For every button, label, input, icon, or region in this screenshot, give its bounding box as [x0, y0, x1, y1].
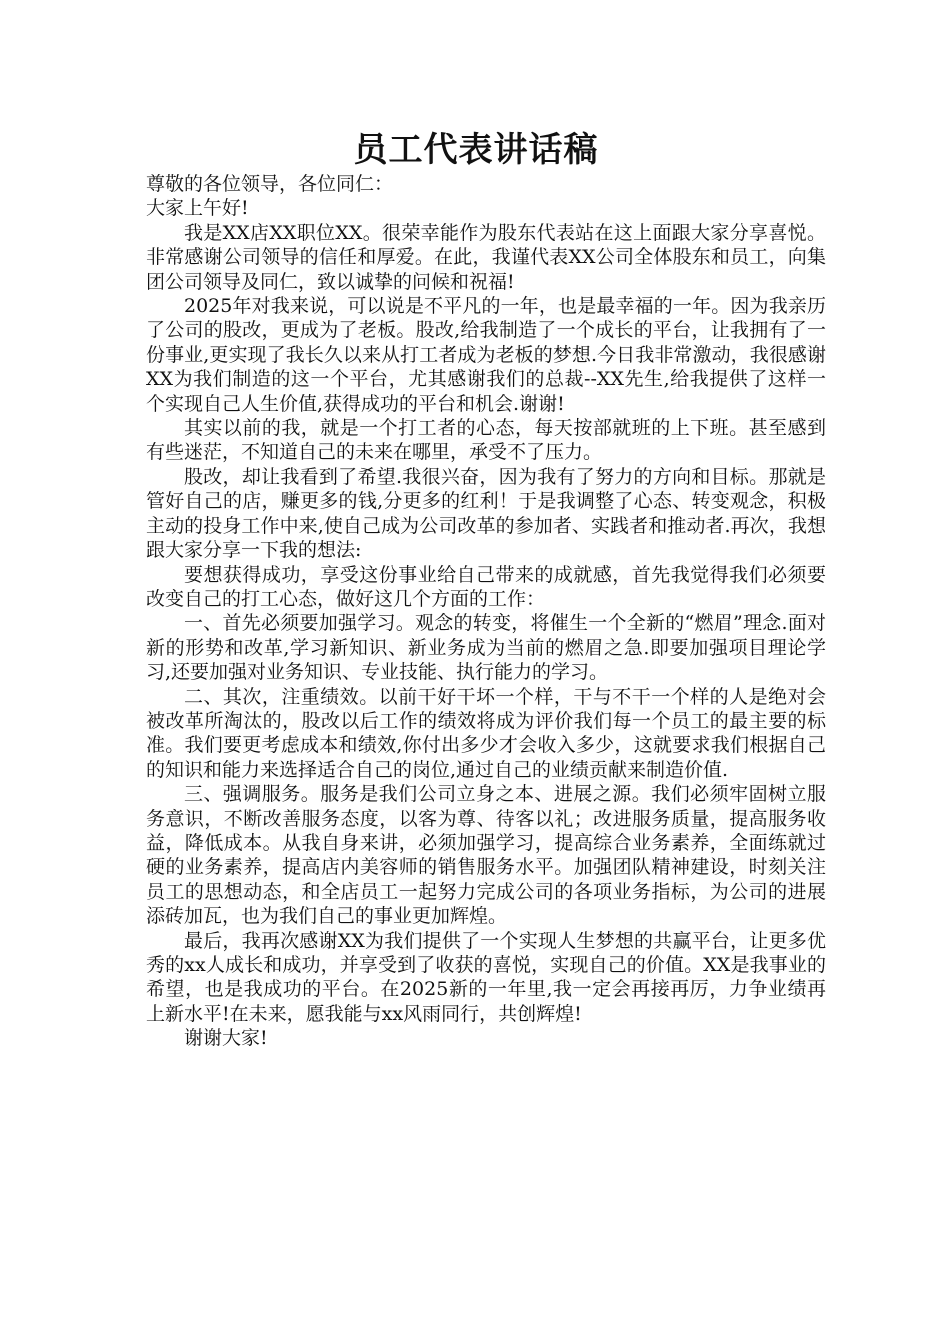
greeting: 大家上午好! [146, 197, 249, 220]
paragraph-point-three: 三、强调服务。服务是我们公司立身之本、进展之源。我们必须牢固树立服务意识，不断改善服务态度，以客为尊、待客以礼；改进服务质量，提高服务收益，降低成本。从我自身来讲，必须加强学习，提高综合业务素养，全面练就过硬的业务素养，提高店内美容师的销售服务水平。加强团队精神建设，时刻关注员工的思想动态，和全店员工一起努力完成公司的各项业务指标，为公司的进展添砖加瓦，也为我们自己的事业更加辉煌。 [146, 783, 826, 928]
paragraph-2025: 2025年对我来说，可以说是不平凡的一年，也是最幸福的一年。因为我亲历了公司的股改，更成为了老板。股改,给我制造了一个成长的平台，让我拥有了一份事业,更实现了我长久以来从打工者成为老板的梦想.今日我非常激动，我很感谢XX为我们制造的这一个平台，尤其感谢我们的总裁--XX先生,给我提供了这样一个实现自己人生价值,获得成功的平台和机会.谢谢! [146, 295, 826, 415]
paragraph-success: 要想获得成功，享受这份事业给自己带来的成就感，首先我觉得我们必须要改变自己的打工心态，做好这几个方面的工作： [146, 563, 826, 610]
salutation: 尊敬的各位领导，各位同仁： [146, 173, 394, 195]
document-title: 员工代表讲话稿 [353, 130, 599, 170]
paragraph-point-one: 一、首先必须要加强学习。观念的转变，将催生一个全新的“燃眉”理念.面对新的形势和改革,学习新知识、新业务成为当前的燃眉之急.即要加强项目理论学习,还要加强对业务知识、专业技能、执行能力的学习。 [146, 612, 826, 684]
paragraph-intro: 我是XX店XX职位XX。很荣幸能作为股东代表站在这上面跟大家分享喜悦。非常感谢公司领导的信任和厚爱。在此，我谨代表XX公司全体股东和员工，向集团公司领导及同仁，致以诚挚的问候和祝福! [146, 221, 826, 293]
document-body [146, 172, 826, 1051]
paragraph-hope: 股改，却让我看到了希望.我很兴奋，因为我有了努力的方向和目标。那就是管好自己的店，赚更多的钱,分更多的红利！于是我调整了心态、转变观念，积极主动的投身工作中来,使自己成为公司改革的参加者、实践者和推动者.再次，我想跟大家分享一下我的想法: [146, 465, 826, 562]
paragraph-thanks: 谢谢大家! [184, 1027, 268, 1050]
paragraph-past-mindset: 其实以前的我，就是一个打工者的心态，每天按部就班的上下班。甚至感到有些迷茫，不知道自己的未来在哪里，承受不了压力。 [146, 417, 826, 464]
paragraph-point-two: 二、其次，注重绩效。以前干好干坏一个样，干与不干一个样的人是绝对会被改革所淘汰的，股改以后工作的绩效将成为评价我们每一个员工的最主要的标准。我们要更考虑成本和绩效,你付出多少才会收入多少，这就要求我们根据自己的知识和能力来选择适合自己的岗位,通过自己的业绩贡献来制造价值. [146, 685, 826, 781]
paragraph-closing: 最后，我再次感谢XX为我们提供了一个实现人生梦想的共赢平台，让更多优秀的xx人成长和成功，并享受到了收获的喜悦，实现自己的价值。XX是我事业的希望，也是我成功的平台。在2025新的一年里,我一定会再接再厉，力争业绩再上新水平!在未来，愿我能与xx风雨同行，共创辉煌! [146, 929, 826, 1025]
